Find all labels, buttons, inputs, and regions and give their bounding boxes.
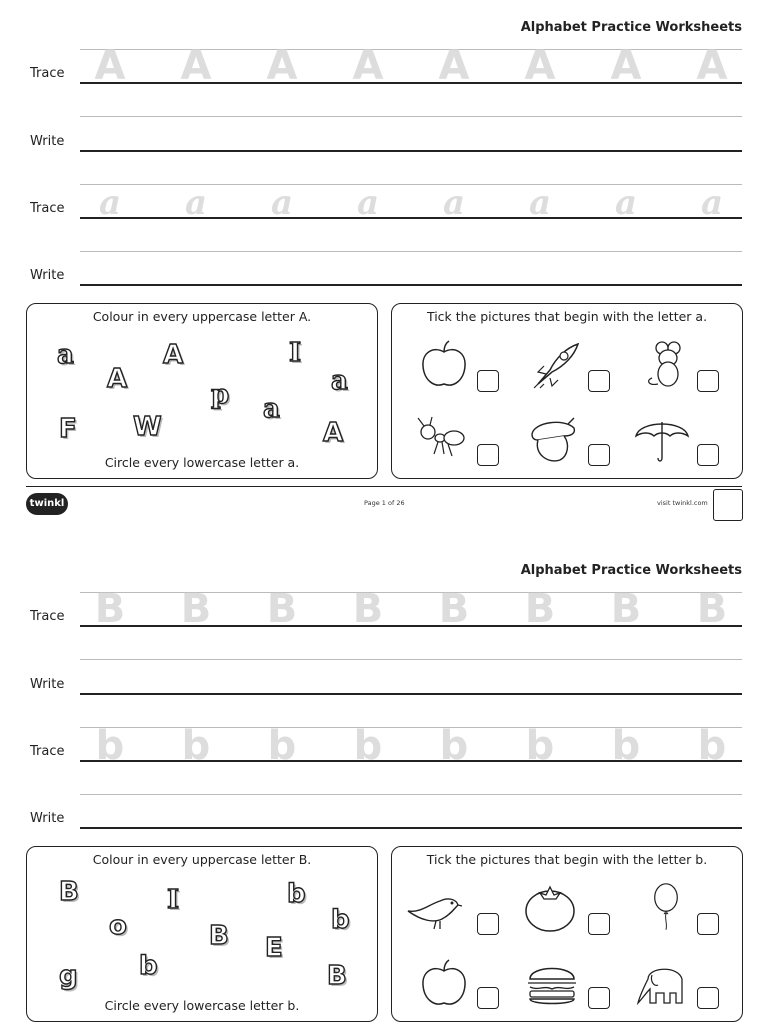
worksheet-title: Alphabet Practice Worksheets: [520, 20, 742, 35]
page-number: Page 1 of 26: [364, 499, 405, 507]
worksheet-title: Alphabet Practice Worksheets: [520, 563, 742, 578]
trace-letter: b: [439, 723, 469, 769]
trace-letter: b: [611, 723, 641, 769]
row-label-trace: Trace: [30, 201, 65, 216]
baseline: [80, 625, 742, 627]
mouse-picture: [640, 340, 696, 390]
write-baseline[interactable]: [80, 693, 742, 695]
trace-letter: B: [352, 586, 384, 632]
trace-letter: b: [267, 723, 297, 769]
bubble-letter[interactable]: p: [211, 380, 230, 410]
write-baseline[interactable]: [80, 284, 742, 286]
trace-letter: a: [98, 183, 122, 223]
trace-letter: a: [700, 183, 724, 223]
umbrella-picture: [634, 414, 690, 464]
trace-letter: A: [438, 43, 470, 89]
bubble-letter[interactable]: A: [163, 340, 184, 370]
baseline: [80, 760, 742, 762]
bubble-letter[interactable]: g: [59, 961, 78, 991]
trace-letter: A: [94, 43, 126, 89]
trace-letter: a: [528, 183, 552, 223]
box-heading: Colour in every uppercase letter A.: [92, 309, 312, 324]
row-label-trace: Trace: [30, 609, 65, 624]
trace-letter: B: [696, 586, 728, 632]
twinkl-logo: twinkl: [26, 493, 68, 515]
trace-letter: B: [524, 586, 556, 632]
bubble-letter[interactable]: B: [327, 961, 347, 991]
elephant-picture: [634, 959, 690, 1009]
box-footer-instruction: Circle every lowercase letter b.: [104, 998, 300, 1013]
trace-letter: a: [442, 183, 466, 223]
tick-checkbox[interactable]: [477, 987, 499, 1009]
row-label-write: Write: [30, 268, 65, 283]
colour-letters-box: [26, 303, 378, 479]
trace-letter: B: [180, 586, 212, 632]
guide-line: [80, 659, 742, 660]
trace-letter: b: [95, 723, 125, 769]
bubble-letter[interactable]: B: [59, 877, 79, 907]
bird-picture: [406, 887, 462, 937]
bubble-letter[interactable]: I: [167, 885, 180, 915]
tick-checkbox[interactable]: [477, 913, 499, 935]
trace-letter: B: [610, 586, 642, 632]
baseline: [80, 82, 742, 84]
bubble-letter[interactable]: I: [289, 338, 302, 368]
tick-checkbox[interactable]: [697, 370, 719, 392]
bubble-letter[interactable]: b: [287, 879, 306, 909]
trace-letter: A: [696, 43, 728, 89]
bubble-letter[interactable]: B: [209, 921, 229, 951]
baseline: [80, 217, 742, 219]
trace-letter: A: [352, 43, 384, 89]
trace-letter: b: [525, 723, 555, 769]
tick-checkbox[interactable]: [697, 987, 719, 1009]
box-heading: Tick the pictures that begin with the letter a.: [426, 309, 708, 324]
trace-row-uppercase: [80, 586, 742, 632]
write-baseline[interactable]: [80, 150, 742, 152]
tick-pictures-box: [391, 303, 743, 479]
trace-letter: a: [270, 183, 294, 223]
tick-checkbox[interactable]: [588, 370, 610, 392]
box-footer-instruction: Circle every lowercase letter a.: [104, 455, 300, 470]
bubble-letter[interactable]: a: [263, 394, 280, 424]
apple-picture: [416, 959, 472, 1009]
site-link[interactable]: visit twinkl.com: [657, 499, 708, 507]
colour-letters-box: [26, 846, 378, 1022]
row-label-trace: Trace: [30, 744, 65, 759]
box-heading: Colour in every uppercase letter B.: [92, 852, 312, 867]
quality-badge-icon: [713, 489, 743, 521]
tick-pictures-box: [391, 846, 743, 1022]
row-label-write: Write: [30, 811, 65, 826]
tick-checkbox[interactable]: [588, 444, 610, 466]
bubble-letter[interactable]: F: [59, 414, 77, 444]
trace-letter: b: [181, 723, 211, 769]
trace-letter: B: [94, 586, 126, 632]
trace-letter: B: [438, 586, 470, 632]
tomato-picture: [522, 883, 578, 933]
trace-row-uppercase: [80, 43, 742, 89]
trace-letter: a: [184, 183, 208, 223]
tick-checkbox[interactable]: [697, 913, 719, 935]
trace-letter: a: [356, 183, 380, 223]
apple-picture: [416, 340, 472, 390]
trace-letter: A: [524, 43, 556, 89]
write-baseline[interactable]: [80, 827, 742, 829]
tick-checkbox[interactable]: [697, 444, 719, 466]
guide-line: [80, 794, 742, 795]
tick-checkbox[interactable]: [588, 913, 610, 935]
trace-letter: B: [266, 586, 298, 632]
burger-picture: [524, 959, 580, 1009]
trace-letter: b: [697, 723, 727, 769]
trace-letter: b: [353, 723, 383, 769]
tick-checkbox[interactable]: [477, 370, 499, 392]
bubble-letter[interactable]: A: [323, 418, 344, 448]
bubble-letter[interactable]: o: [109, 911, 127, 941]
balloon-picture: [638, 883, 694, 933]
trace-letter: A: [610, 43, 642, 89]
rocket-picture: [528, 340, 584, 390]
bubble-letter[interactable]: A: [107, 364, 128, 394]
ant-picture: [414, 416, 470, 466]
box-heading: Tick the pictures that begin with the letter b.: [426, 852, 708, 867]
bubble-letter[interactable]: W: [133, 412, 162, 442]
row-label-write: Write: [30, 677, 65, 692]
trace-letter: A: [180, 43, 212, 89]
guide-line: [80, 251, 742, 252]
bubble-letter[interactable]: E: [265, 933, 283, 963]
bubble-letter[interactable]: b: [139, 951, 158, 981]
row-label-write: Write: [30, 134, 65, 149]
bubble-letter[interactable]: b: [331, 905, 350, 935]
tick-checkbox[interactable]: [477, 444, 499, 466]
bubble-letter[interactable]: a: [57, 340, 74, 370]
row-label-trace: Trace: [30, 66, 65, 81]
guide-line: [80, 116, 742, 117]
footer-divider: [26, 486, 742, 487]
trace-letter: a: [614, 183, 638, 223]
acorn-picture: [524, 414, 580, 464]
bubble-letter[interactable]: a: [331, 366, 348, 396]
trace-letter: A: [266, 43, 298, 89]
tick-checkbox[interactable]: [588, 987, 610, 1009]
